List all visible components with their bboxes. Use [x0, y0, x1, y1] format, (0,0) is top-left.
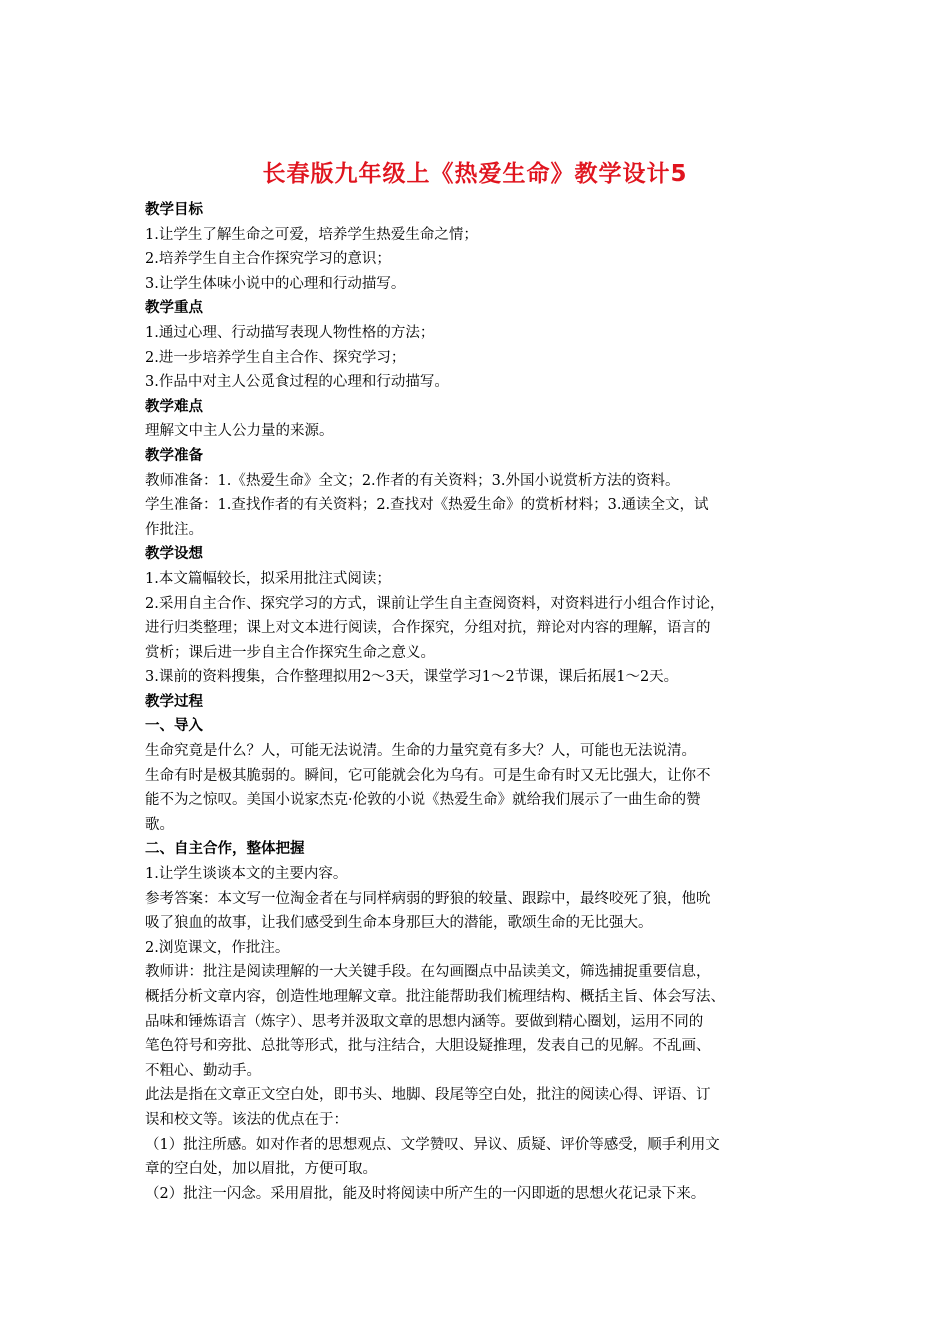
text-line: 1.通过心理、行动描写表现人物性格的方法；	[145, 324, 435, 341]
text-line: 进行归类整理；课上对文本进行阅读，合作探究，分组对抗，辩论对内容的理解，语言的	[145, 620, 711, 637]
text-line: 误和校文等。该法的优点在于：	[145, 1111, 348, 1128]
section-heading: 教学过程	[145, 693, 203, 710]
text-line: 2.培养学生自主合作探究学习的意识；	[145, 251, 391, 268]
text-line: 吸了狼血的故事，让我们感受到生命本身那巨大的潜能，歌颂生命的无比强大。	[145, 915, 653, 932]
section-heading: 教学难点	[145, 398, 203, 415]
text-line: 章的空白处，加以眉批，方便可取。	[145, 1161, 377, 1178]
text-line: 3.让学生体味小说中的心理和行动描写。	[145, 275, 406, 292]
text-line: 2.浏览课文，作批注。	[145, 939, 290, 956]
text-line: 歌。	[145, 816, 174, 833]
text-line: 学生准备：1.查找作者的有关资料；2.查找对《热爱生命》的赏析材料；3.通读全文，试	[145, 497, 709, 514]
section-heading: 教学准备	[145, 447, 203, 464]
text-line: 理解文中主人公力量的来源。	[145, 423, 334, 440]
text-line: 概括分析文章内容，创造性地理解文章。批注能帮助我们梳理结构、概括主旨、体会写法、	[145, 989, 725, 1005]
text-line: 1.让学生谈谈本文的主要内容。	[145, 866, 348, 883]
text-line: 赏析；课后进一步自主合作探究生命之意义。	[145, 644, 435, 661]
text-line: 3.课前的资料搜集，合作整理拟用2～3天，课堂学习1～2节课，课后拓展1～2天。	[145, 669, 679, 686]
text-line: 1.让学生了解生命之可爱，培养学生热爱生命之情；	[145, 226, 478, 243]
section-heading: 教学目标	[145, 202, 203, 218]
text-line: 生命有时是极其脆弱的。瞬间，它可能就会化为乌有。可是生命有时又无比强大，让你不	[145, 767, 711, 784]
text-line: 教师准备：1.《热爱生命》全文；2.作者的有关资料；3.外国小说赏析方法的资料。	[145, 472, 680, 489]
document-title: 长春版九年级上《热爱生命》教学设计5	[262, 161, 688, 187]
section-heading: 二、自主合作，整体把握	[145, 841, 305, 858]
section-heading: 教学重点	[145, 300, 203, 317]
section-heading: 一、导入	[145, 718, 203, 735]
text-line: 1.本文篇幅较长，拟采用批注式阅读；	[145, 570, 391, 587]
text-line: 2.进一步培养学生自主合作、探究学习；	[145, 349, 406, 366]
text-line: （2）批注一闪念。采用眉批，能及时将阅读中所产生的一闪即逝的思想火花记录下来。	[145, 1185, 706, 1202]
text-line: 生命究竟是什么？人，可能无法说清。生命的力量究竟有多大？人，可能也无法说清。	[145, 743, 696, 760]
text-line: （1）批注所感。如对作者的思想观点、文学赞叹、异议、质疑、评价等感受，顺手利用文	[145, 1136, 720, 1153]
section-heading: 教学设想	[145, 546, 203, 563]
text-line: 作批注。	[145, 521, 203, 538]
text-line: 参考答案：本文写一位淘金者在与同样病弱的野狼的较量、跟踪中，最终咬死了狼，他吮	[145, 890, 711, 907]
text-line: 此法是指在文章正文空白处，即书头、地脚、段尾等空白处，批注的阅读心得、评语、订	[145, 1087, 711, 1104]
text-line: 能不为之惊叹。美国小说家杰克·伦敦的小说《热爱生命》就给我们展示了一曲生命的赞	[145, 792, 701, 809]
text-line: 3.作品中对主人公觅食过程的心理和行动描写。	[145, 374, 449, 391]
text-line: 笔色符号和旁批、总批等形式，批与注结合，大胆设疑推理，发表自己的见解。不乱画、	[145, 1038, 711, 1055]
text-line: 教师讲：批注是阅读理解的一大关键手段。在勾画圈点中品读美文，筛选捕捉重要信息，	[145, 964, 711, 981]
text-line: 不粗心、勤动手。	[145, 1062, 261, 1079]
document-body	[145, 198, 810, 1206]
text-line: 2.采用自主合作、探究学习的方式，课前让学生自主查阅资料，对资料进行小组合作讨论，	[145, 595, 725, 612]
text-line: 品味和锤炼语言（炼字）、思考并汲取文章的思想内涵等。要做到精心圈划，运用不同的	[145, 1013, 704, 1030]
